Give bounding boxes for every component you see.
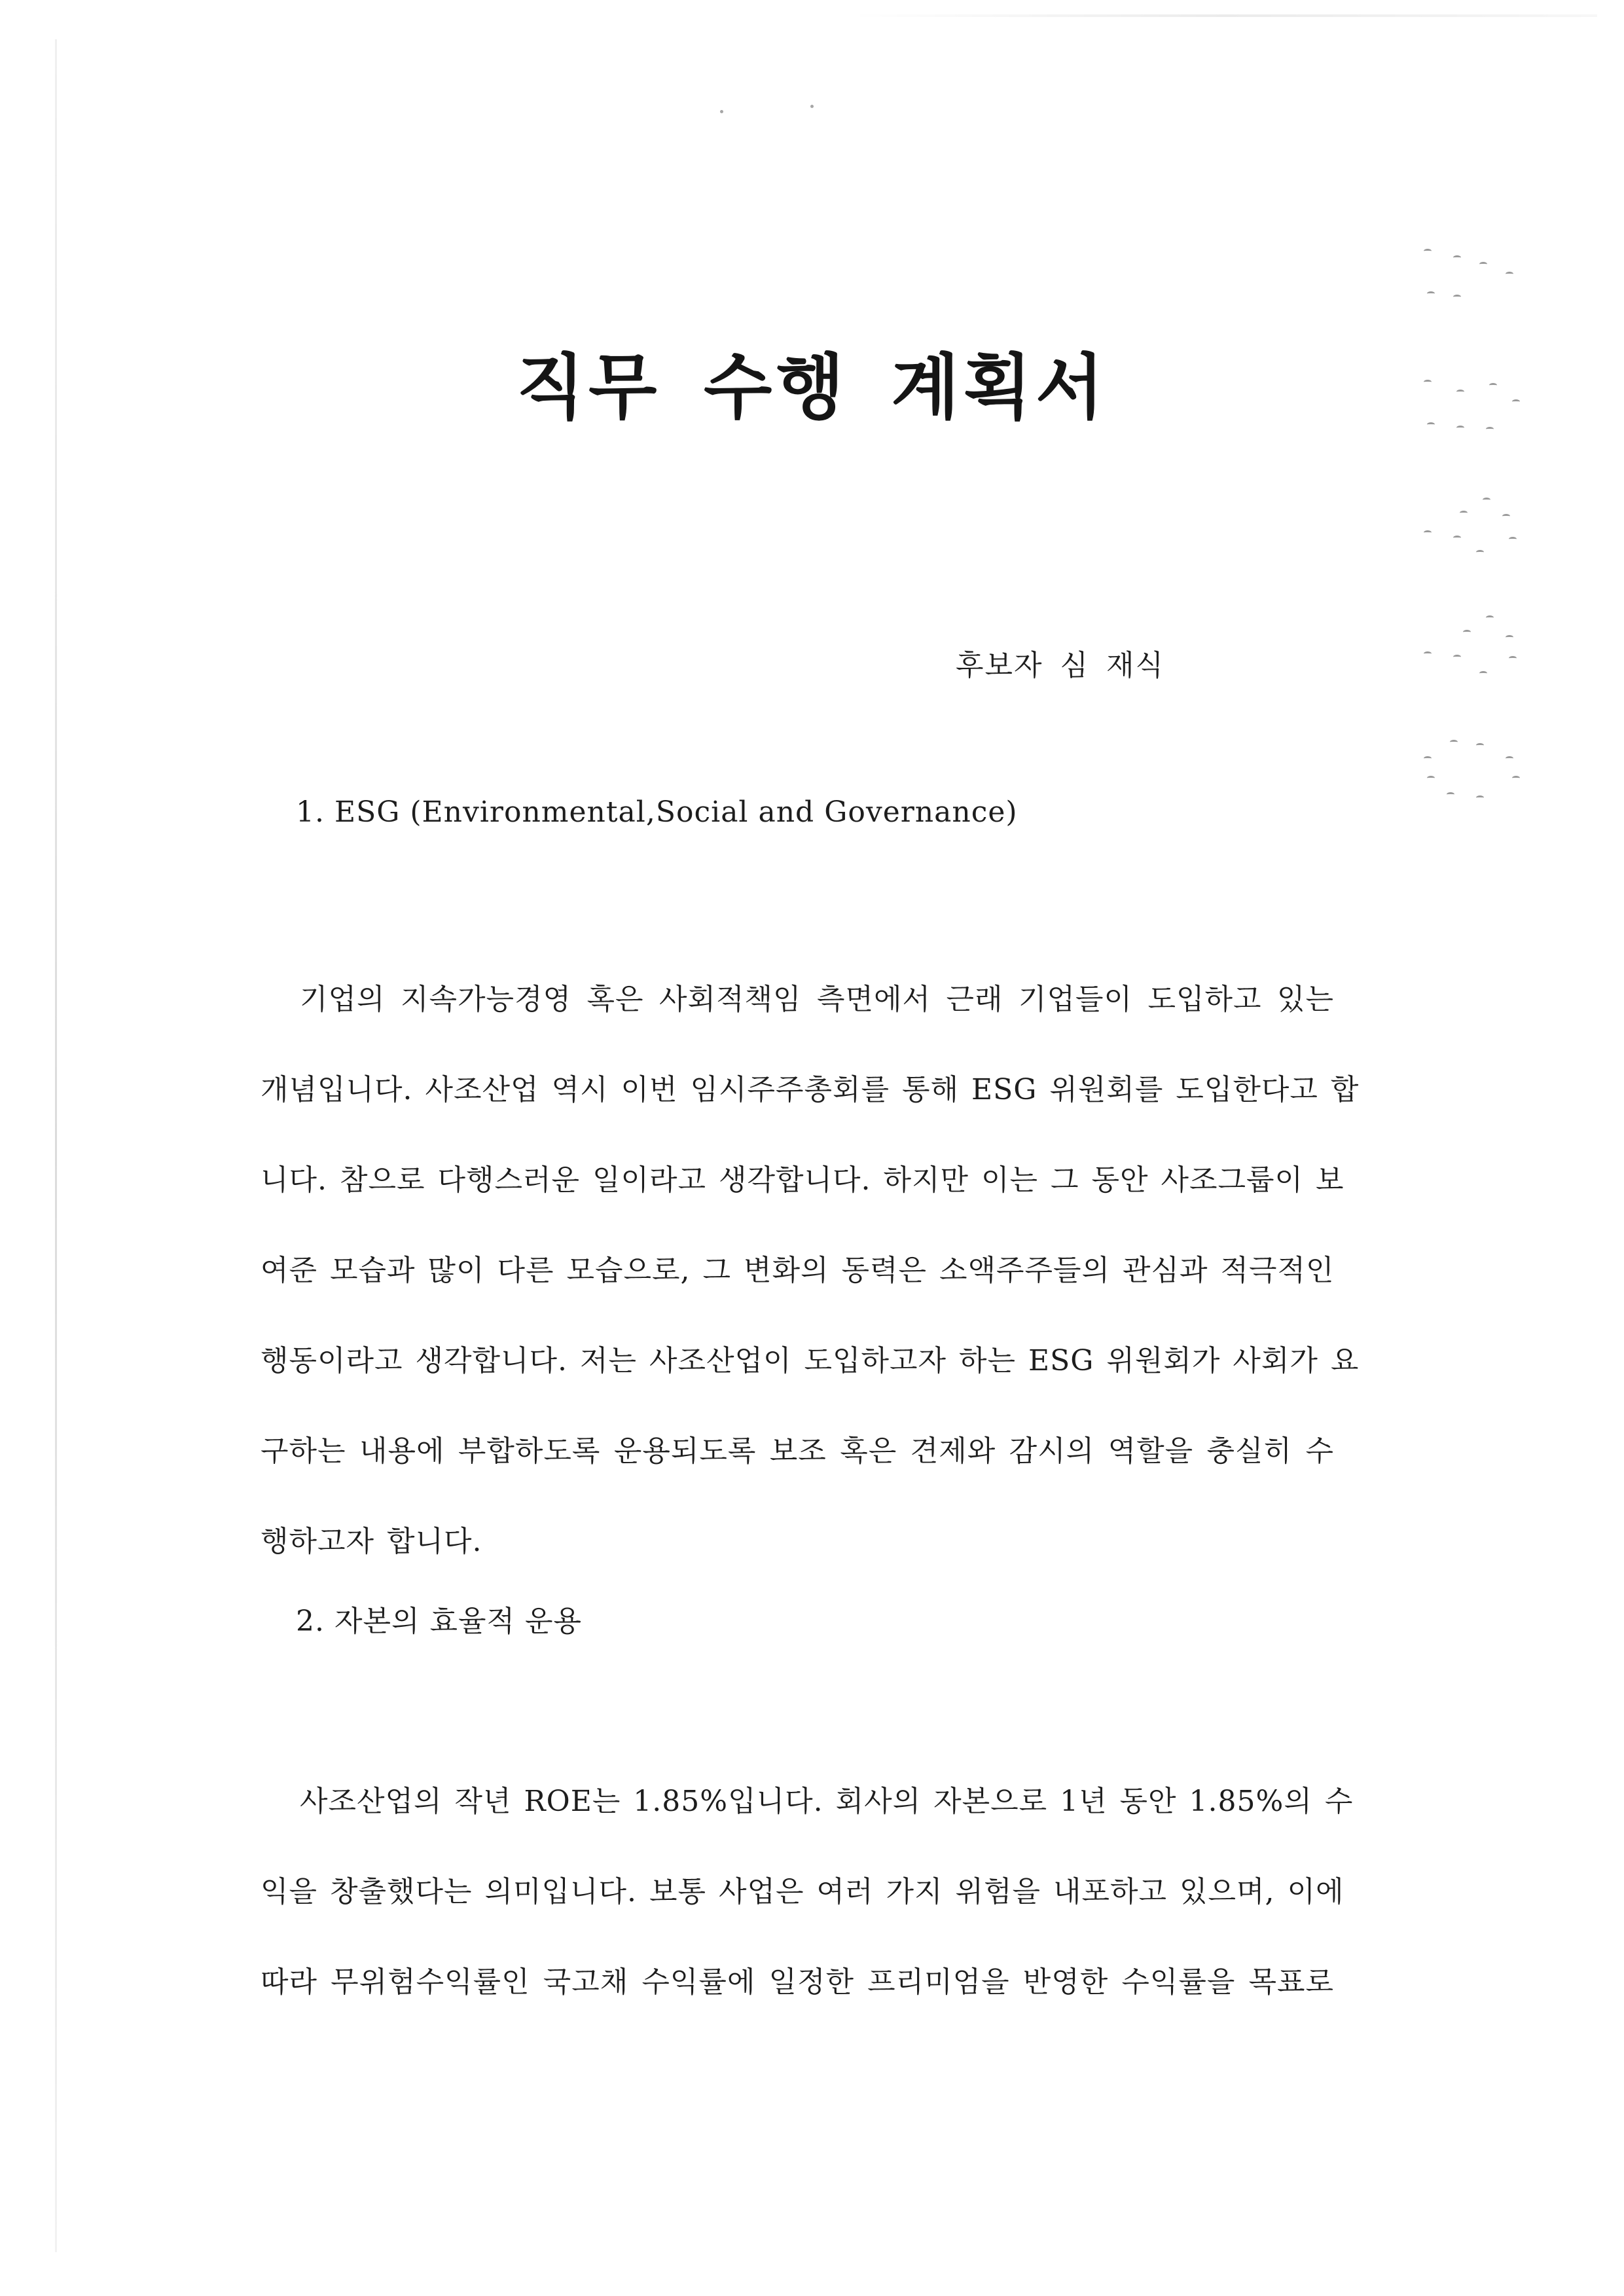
punch-hole-group [1424,740,1535,812]
paragraph-line: 기업의 지속가능경영 혹은 사회적책임 측면에서 근래 기업들이 도입하고 있는 [300,983,1334,1016]
section-heading-capital: 2. 자본의 효율적 운용 [296,1605,582,1638]
paragraph-line: 행동이라고 생각합니다. 저는 사조산업이 도입하고자 하는 ESG 위원회가 사회가 요 [261,1344,1360,1377]
document-title: 직무 수행 계획서 [516,346,1108,429]
punch-hole-group [1424,498,1535,570]
scan-speck [720,110,723,113]
paragraph-line: 여준 모습과 많이 다른 모습으로, 그 변화의 동력은 소액주주들의 관심과 적극적인 [261,1254,1335,1287]
scan-top-shadow [851,14,1597,17]
punch-hole-group [1424,242,1535,314]
scan-speck [810,105,814,108]
paragraph-line: 구하는 내용에 부합하도록 운용되도록 보조 혹은 견제와 감시의 역할을 충실히 수 [261,1434,1334,1468]
paragraph-line: 익을 창출했다는 의미입니다. 보통 사업은 여러 가지 위험을 내포하고 있으며, 이에 [261,1875,1344,1908]
punch-hole-group [1424,615,1535,687]
section-heading-esg: 1. ESG (Environmental,Social and Governance) [296,795,1018,829]
author-line: 후보자 심 재식 [956,649,1164,682]
paragraph-line: 사조산업의 작년 ROE는 1.85%입니다. 회사의 자본으로 1년 동안 1.85%의 수 [300,1785,1354,1818]
section-paragraph-capital [261,1757,1354,2028]
paragraph-line: 행하고자 합니다. [261,1525,482,1558]
paragraph-line: 따라 무위험수익률인 국고채 수익률에 일정한 프리미엄을 반영한 수익률을 목표로 [261,1965,1334,1999]
paragraph-line: 니다. 참으로 다행스러운 일이라고 생각합니다. 하지만 이는 그 동안 사조그룹이 보 [261,1163,1344,1197]
section-paragraph-esg [261,955,1360,1587]
paragraph-line: 개념입니다. 사조산업 역시 이번 임시주주총회를 통해 ESG 위원회를 도입한다고 합 [261,1073,1360,1106]
